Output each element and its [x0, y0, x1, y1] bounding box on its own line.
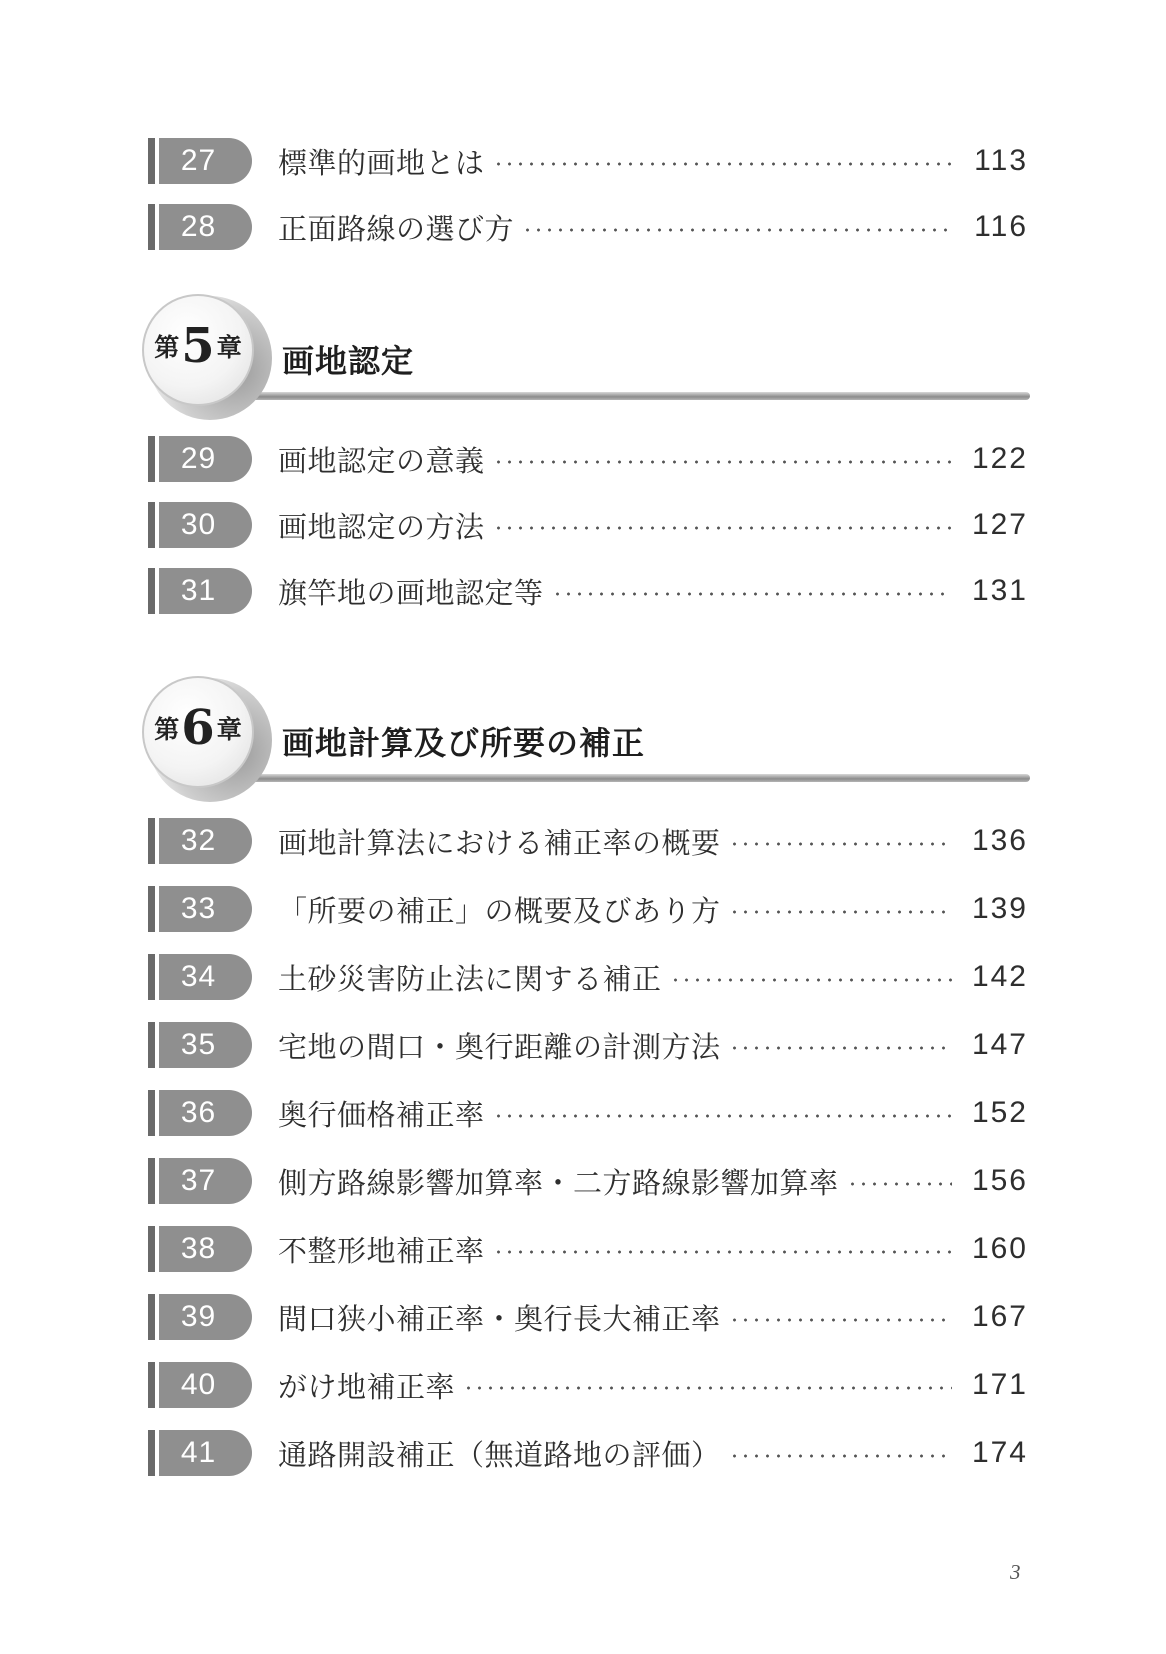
entry-page-number: 160	[971, 1232, 1028, 1265]
dot-leader	[729, 910, 952, 914]
entry-title: 正面路線の選び方	[278, 211, 515, 246]
entry-number-badge: 34	[148, 954, 252, 1000]
chapter-title: 画地認定	[282, 342, 415, 380]
dot-leader	[493, 460, 952, 464]
entry-number-badge: 32	[148, 818, 252, 864]
toc-entry-29[interactable]	[148, 436, 1028, 482]
entry-number-badge: 30	[148, 502, 252, 548]
dot-leader	[729, 1046, 952, 1050]
entry-number-badge: 41	[148, 1430, 252, 1476]
entry-number-badge: 40	[148, 1362, 252, 1408]
toc-entry-41[interactable]	[148, 1430, 1028, 1476]
toc-entry-28[interactable]	[148, 204, 1028, 250]
entry-page-number: 156	[971, 1164, 1028, 1197]
chapter-rule	[248, 774, 1030, 782]
entry-title: 宅地の間口・奥行距離の計測方法	[278, 1029, 721, 1064]
page-folio: 3	[1010, 1560, 1021, 1584]
entry-page-number: 113	[974, 144, 1028, 177]
chapter-title: 画地計算及び所要の補正	[282, 724, 646, 762]
toc-entry-35[interactable]	[148, 1022, 1028, 1068]
entry-page-number: 127	[971, 508, 1028, 541]
entry-title: 通路開設補正（無道路地の評価）	[278, 1437, 721, 1472]
dot-leader	[847, 1182, 952, 1186]
chapter-6-heading	[148, 678, 1030, 808]
entry-title: 側方路線影響加算率・二方路線影響加算率	[278, 1165, 839, 1200]
entry-page-number: 147	[971, 1028, 1028, 1061]
entry-page-number: 167	[971, 1300, 1028, 1333]
chapter-number-label: 第5章	[154, 318, 242, 374]
entry-number-badge: 27	[148, 138, 252, 184]
entry-number-badge: 36	[148, 1090, 252, 1136]
dot-leader	[493, 162, 952, 166]
entry-title: 「所要の補正」の概要及びあり方	[278, 893, 721, 928]
chapter-5-heading	[148, 296, 1030, 426]
toc-entry-37[interactable]	[148, 1158, 1028, 1204]
toc-entry-27[interactable]	[148, 138, 1028, 184]
entry-page-number: 116	[974, 210, 1028, 243]
entry-title: がけ地補正率	[278, 1369, 456, 1404]
toc-entry-30[interactable]	[148, 502, 1028, 548]
entry-page-number: 136	[971, 824, 1028, 857]
dot-leader	[493, 1250, 952, 1254]
toc-entry-38[interactable]	[148, 1226, 1028, 1272]
entry-page-number: 142	[971, 960, 1028, 993]
entry-number-badge: 39	[148, 1294, 252, 1340]
entry-title: 標準的画地とは	[278, 145, 485, 180]
dot-leader	[493, 526, 952, 530]
toc-entry-40[interactable]	[148, 1362, 1028, 1408]
toc-entry-31[interactable]	[148, 568, 1028, 614]
dot-leader	[522, 228, 952, 232]
toc-entry-39[interactable]	[148, 1294, 1028, 1340]
entry-page-number: 171	[971, 1368, 1028, 1401]
dot-leader	[552, 592, 952, 596]
entry-title: 旗竿地の画地認定等	[278, 575, 544, 610]
entry-number-badge: 29	[148, 436, 252, 482]
toc-entry-34[interactable]	[148, 954, 1028, 1000]
entry-title: 間口狭小補正率・奥行長大補正率	[278, 1301, 721, 1336]
entry-title: 奥行価格補正率	[278, 1097, 485, 1132]
toc-entry-33[interactable]	[148, 886, 1028, 932]
dot-leader	[670, 978, 952, 982]
dot-leader	[493, 1114, 952, 1118]
entry-title: 画地認定の意義	[278, 443, 485, 478]
dot-leader	[729, 1454, 952, 1458]
entry-number-badge: 38	[148, 1226, 252, 1272]
dot-leader	[729, 842, 952, 846]
chapter-rule	[248, 392, 1030, 400]
dot-leader	[729, 1318, 952, 1322]
entry-number-badge: 35	[148, 1022, 252, 1068]
entry-page-number: 131	[971, 574, 1028, 607]
entry-number-badge: 28	[148, 204, 252, 250]
entry-number-badge: 37	[148, 1158, 252, 1204]
entry-page-number: 122	[971, 442, 1028, 475]
entry-page-number: 139	[971, 892, 1028, 925]
entry-number-badge: 33	[148, 886, 252, 932]
toc-entry-36[interactable]	[148, 1090, 1028, 1136]
entry-title: 不整形地補正率	[278, 1233, 485, 1268]
toc-entry-32[interactable]	[148, 818, 1028, 864]
entry-page-number: 152	[971, 1096, 1028, 1129]
entry-title: 土砂災害防止法に関する補正	[278, 961, 662, 996]
entry-number-badge: 31	[148, 568, 252, 614]
entry-page-number: 174	[971, 1436, 1028, 1469]
chapter-number-label: 第6章	[154, 700, 242, 756]
entry-title: 画地認定の方法	[278, 509, 485, 544]
dot-leader	[463, 1386, 952, 1390]
entry-title: 画地計算法における補正率の概要	[278, 825, 721, 860]
